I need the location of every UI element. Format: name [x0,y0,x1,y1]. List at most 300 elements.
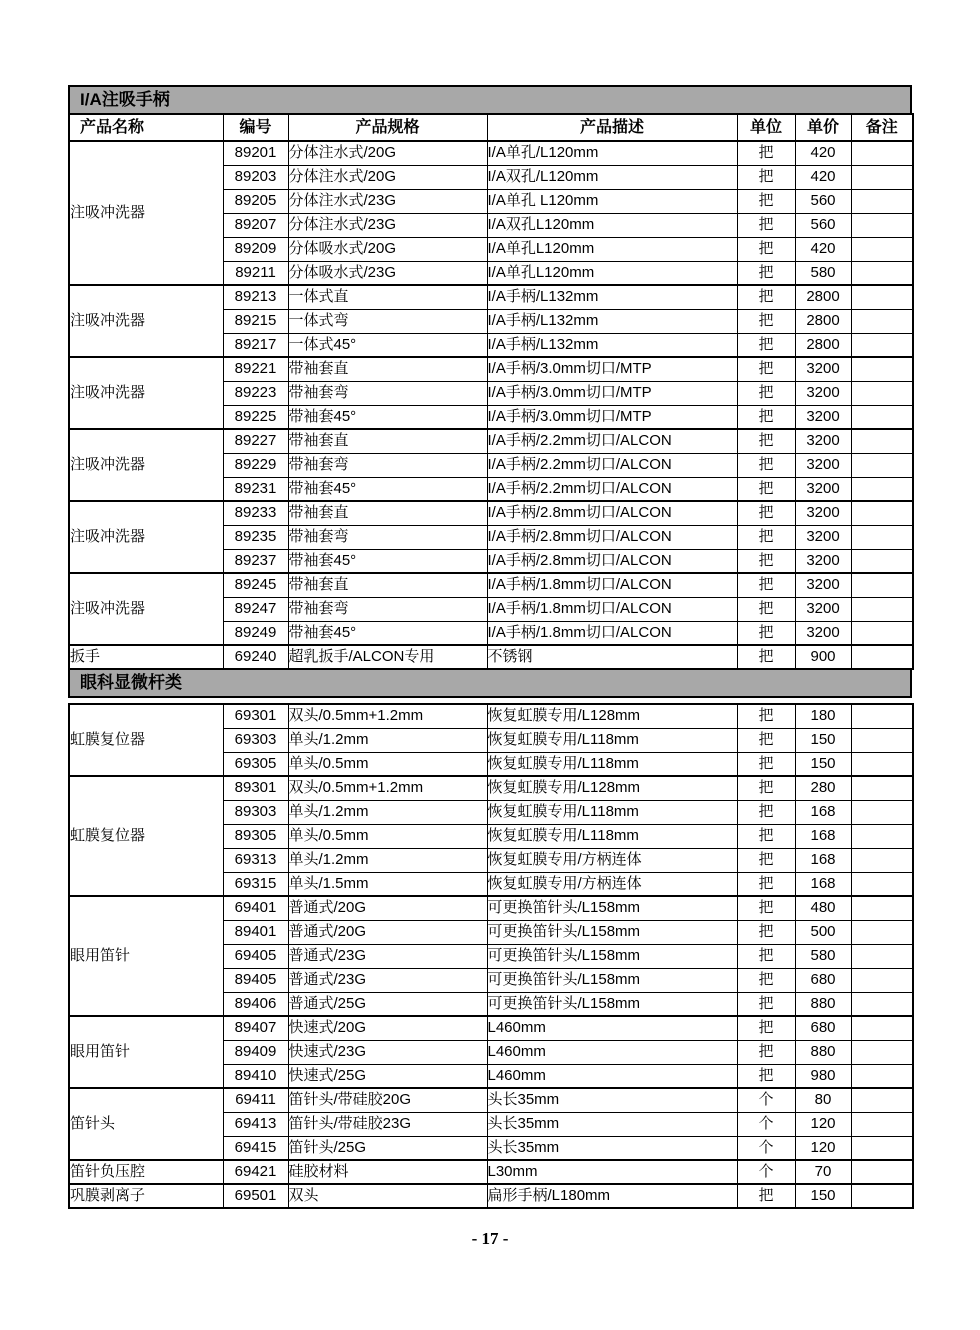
product-desc-cell: I/A单孔L120mm [487,261,737,285]
price-cell: 2800 [795,309,851,333]
table-row [69,285,913,309]
price-cell: 580 [795,944,851,968]
product-spec-cell: 分体注水式/20G [288,141,487,165]
note-cell [851,728,913,752]
product-name-cell: 注吸冲洗器 [69,573,223,645]
unit-cell: 把 [737,1184,795,1208]
product-desc-cell: 恢复虹膜专用/L118mm [487,800,737,824]
product-code-cell: 89209 [223,237,288,261]
product-desc-cell: I/A手柄/3.0mm切口/MTP [487,381,737,405]
table-row [69,896,913,920]
unit-cell: 把 [737,824,795,848]
product-code-cell: 69415 [223,1136,288,1160]
product-code-cell: 89213 [223,285,288,309]
price-cell: 180 [795,704,851,728]
unit-cell: 把 [737,189,795,213]
product-code-cell: 89207 [223,213,288,237]
product-spec-cell: 一体式弯 [288,309,487,333]
note-cell [851,1064,913,1088]
price-cell: 680 [795,1016,851,1040]
product-code-cell: 69240 [223,645,288,669]
table-row [69,1088,913,1112]
price-cell: 680 [795,968,851,992]
product-spec-cell: 一体式45° [288,333,487,357]
product-desc-cell: L460mm [487,1040,737,1064]
table-row [69,1016,913,1040]
table-row [69,1184,913,1208]
product-spec-cell: 快速式/20G [288,1016,487,1040]
product-name-cell: 虹膜复位器 [69,704,223,776]
table-body-section-2 [69,704,913,1208]
note-cell [851,704,913,728]
product-desc-cell: 可更换笛针头/L158mm [487,968,737,992]
unit-cell: 把 [737,920,795,944]
product-code-cell: 89305 [223,824,288,848]
product-desc-cell: I/A手柄/3.0mm切口/MTP [487,357,737,381]
product-desc-cell: 恢复虹膜专用/L118mm [487,752,737,776]
product-desc-cell: 头长35mm [487,1088,737,1112]
unit-cell: 把 [737,645,795,669]
note-cell [851,597,913,621]
product-desc-cell: I/A单孔/L120mm [487,141,737,165]
product-spec-cell: 笛针头/25G [288,1136,487,1160]
unit-cell: 把 [737,968,795,992]
unit-cell: 把 [737,285,795,309]
unit-cell: 把 [737,261,795,285]
product-spec-cell: 双头 [288,1184,487,1208]
product-code-cell: 89237 [223,549,288,573]
unit-cell: 把 [737,453,795,477]
col-header-note: 备注 [851,114,913,141]
product-code-cell: 69305 [223,752,288,776]
note-cell [851,213,913,237]
unit-cell: 把 [737,381,795,405]
product-desc-cell: 可更换笛针头/L158mm [487,920,737,944]
product-desc-cell: I/A双孔L120mm [487,213,737,237]
product-desc-cell: I/A手柄/2.8mm切口/ALCON [487,501,737,525]
price-cell: 3200 [795,501,851,525]
product-desc-cell: I/A单孔L120mm [487,237,737,261]
section-title-bar [68,85,912,115]
unit-cell: 把 [737,237,795,261]
note-cell [851,141,913,165]
unit-cell: 把 [737,573,795,597]
product-name-cell: 扳手 [69,645,223,669]
product-code-cell: 89225 [223,405,288,429]
product-spec-cell: 带袖套弯 [288,525,487,549]
product-desc-cell: I/A手柄/2.2mm切口/ALCON [487,477,737,501]
product-code-cell: 89215 [223,309,288,333]
product-desc-cell: 可更换笛针头/L158mm [487,896,737,920]
product-code-cell: 69413 [223,1112,288,1136]
product-spec-cell: 笛针头/带硅胶20G [288,1088,487,1112]
price-cell: 168 [795,872,851,896]
product-desc-cell: 恢复虹膜专用/L118mm [487,728,737,752]
unit-cell: 把 [737,333,795,357]
note-cell [851,1088,913,1112]
product-spec-cell: 分体注水式/23G [288,189,487,213]
product-desc-cell: L460mm [487,1064,737,1088]
unit-cell: 把 [737,501,795,525]
section-ophthalmic-micro-rods [68,668,912,1209]
unit-cell: 把 [737,309,795,333]
note-cell [851,848,913,872]
product-code-cell: 89229 [223,453,288,477]
product-spec-cell: 带袖套直 [288,501,487,525]
note-cell [851,189,913,213]
note-cell [851,1016,913,1040]
product-name-cell: 笛针负压腔 [69,1160,223,1184]
col-header-desc: 产品描述 [487,114,737,141]
product-code-cell: 89301 [223,776,288,800]
product-code-cell: 89203 [223,165,288,189]
product-desc-cell: 恢复虹膜专用/L118mm [487,824,737,848]
price-cell: 168 [795,848,851,872]
product-code-cell: 69313 [223,848,288,872]
unit-cell: 把 [737,944,795,968]
product-spec-cell: 硅胶材料 [288,1160,487,1184]
note-cell [851,944,913,968]
price-cell: 420 [795,165,851,189]
product-code-cell: 89217 [223,333,288,357]
product-code-cell: 89221 [223,357,288,381]
product-desc-cell: 恢复虹膜专用/L128mm [487,704,737,728]
product-spec-cell: 单头/0.5mm [288,824,487,848]
col-header-product-name: 产品名称 [69,114,223,141]
table-row [69,357,913,381]
unit-cell: 把 [737,141,795,165]
product-desc-cell: 恢复虹膜专用/方柄连体 [487,872,737,896]
note-cell [851,621,913,645]
price-cell: 560 [795,213,851,237]
unit-cell: 把 [737,1040,795,1064]
unit-cell: 把 [737,752,795,776]
product-desc-cell: 可更换笛针头/L158mm [487,944,737,968]
note-cell [851,261,913,285]
product-name-cell: 虹膜复位器 [69,776,223,896]
price-cell: 560 [795,189,851,213]
product-desc-cell: I/A手柄/L132mm [487,285,737,309]
price-cell: 880 [795,992,851,1016]
product-code-cell: 89303 [223,800,288,824]
note-cell [851,920,913,944]
page-number: - 17 - [471,1229,509,1248]
product-desc-cell: 头长35mm [487,1136,737,1160]
section-title: I/A注吸手柄 [80,90,170,109]
unit-cell: 把 [737,776,795,800]
product-spec-cell: 单头/1.2mm [288,800,487,824]
unit-cell: 把 [737,621,795,645]
unit-cell: 把 [737,800,795,824]
product-spec-cell: 快速式/25G [288,1064,487,1088]
price-cell: 150 [795,1184,851,1208]
product-spec-cell: 单头/1.5mm [288,872,487,896]
price-cell: 2800 [795,333,851,357]
note-cell [851,477,913,501]
product-desc-cell: I/A手柄/1.8mm切口/ALCON [487,621,737,645]
product-spec-cell: 普通式/23G [288,944,487,968]
product-code-cell: 89223 [223,381,288,405]
note-cell [851,968,913,992]
product-desc-cell: I/A手柄/L132mm [487,333,737,357]
product-desc-cell: 不锈钢 [487,645,737,669]
product-code-cell: 69401 [223,896,288,920]
product-code-cell: 69303 [223,728,288,752]
product-desc-cell: 扁形手柄/L180mm [487,1184,737,1208]
note-cell [851,309,913,333]
product-spec-cell: 带袖套直 [288,357,487,381]
note-cell [851,824,913,848]
product-name-cell: 注吸冲洗器 [69,285,223,357]
unit-cell: 个 [737,1136,795,1160]
product-spec-cell: 普通式/23G [288,968,487,992]
product-code-cell: 69301 [223,704,288,728]
product-desc-cell: 头长35mm [487,1112,737,1136]
table-row [69,573,913,597]
product-code-cell: 69315 [223,872,288,896]
note-cell [851,237,913,261]
table-row [69,501,913,525]
note-cell [851,405,913,429]
unit-cell: 把 [737,896,795,920]
price-cell: 280 [795,776,851,800]
product-code-cell: 69501 [223,1184,288,1208]
note-cell [851,992,913,1016]
unit-cell: 把 [737,872,795,896]
note-cell [851,165,913,189]
product-desc-cell: I/A手柄/2.2mm切口/ALCON [487,453,737,477]
product-desc-cell: I/A手柄/L132mm [487,309,737,333]
price-cell: 70 [795,1160,851,1184]
product-code-cell: 89405 [223,968,288,992]
price-cell: 80 [795,1088,851,1112]
product-code-cell: 89401 [223,920,288,944]
note-cell [851,525,913,549]
note-cell [851,872,913,896]
price-cell: 480 [795,896,851,920]
note-cell [851,357,913,381]
section-title-bar [68,668,912,698]
price-cell: 3200 [795,477,851,501]
note-cell [851,752,913,776]
col-header-code: 编号 [223,114,288,141]
note-cell [851,1040,913,1064]
product-code-cell: 89233 [223,501,288,525]
price-cell: 120 [795,1112,851,1136]
product-desc-cell: 恢复虹膜专用/L128mm [487,776,737,800]
section-ia-suction-handles [68,85,912,670]
price-table [68,703,914,1209]
product-code-cell: 89227 [223,429,288,453]
product-desc-cell: L460mm [487,1016,737,1040]
product-code-cell: 89245 [223,573,288,597]
note-cell [851,645,913,669]
product-spec-cell: 普通式/25G [288,992,487,1016]
product-code-cell: 89406 [223,992,288,1016]
unit-cell: 把 [737,848,795,872]
table-row [69,429,913,453]
product-spec-cell: 笛针头/带硅胶23G [288,1112,487,1136]
product-spec-cell: 普通式/20G [288,896,487,920]
product-spec-cell: 分体吸水式/20G [288,237,487,261]
product-spec-cell: 带袖套弯 [288,597,487,621]
product-name-cell: 注吸冲洗器 [69,357,223,429]
col-header-unit: 单位 [737,114,795,141]
unit-cell: 把 [737,992,795,1016]
note-cell [851,285,913,309]
product-code-cell: 69421 [223,1160,288,1184]
product-code-cell: 89410 [223,1064,288,1088]
note-cell [851,573,913,597]
product-name-cell: 笛针头 [69,1088,223,1160]
product-name-cell: 眼用笛针 [69,896,223,1016]
product-desc-cell: L30mm [487,1160,737,1184]
price-cell: 150 [795,752,851,776]
price-cell: 3200 [795,453,851,477]
product-desc-cell: 可更换笛针头/L158mm [487,992,737,1016]
product-desc-cell: I/A手柄/1.8mm切口/ALCON [487,597,737,621]
price-cell: 3200 [795,525,851,549]
table-row [69,1160,913,1184]
product-spec-cell: 双头/0.5mm+1.2mm [288,704,487,728]
note-cell [851,800,913,824]
table-row [69,141,913,165]
price-cell: 500 [795,920,851,944]
price-cell: 3200 [795,357,851,381]
product-spec-cell: 超乳扳手/ALCON专用 [288,645,487,669]
product-spec-cell: 带袖套45° [288,621,487,645]
table-header-row [69,114,913,141]
price-cell: 168 [795,800,851,824]
note-cell [851,501,913,525]
product-code-cell: 89407 [223,1016,288,1040]
product-code-cell: 89201 [223,141,288,165]
product-desc-cell: 恢复虹膜专用/方柄连体 [487,848,737,872]
note-cell [851,1112,913,1136]
note-cell [851,776,913,800]
note-cell [851,1160,913,1184]
product-name-cell: 注吸冲洗器 [69,501,223,573]
unit-cell: 把 [737,477,795,501]
price-cell: 580 [795,261,851,285]
product-name-cell: 眼用笛针 [69,1016,223,1088]
product-spec-cell: 一体式直 [288,285,487,309]
unit-cell: 把 [737,525,795,549]
unit-cell: 把 [737,405,795,429]
product-name-cell: 巩膜剥离子 [69,1184,223,1208]
unit-cell: 把 [737,429,795,453]
table-header [69,114,913,141]
col-header-spec: 产品规格 [288,114,487,141]
product-spec-cell: 单头/0.5mm [288,752,487,776]
unit-cell: 把 [737,597,795,621]
unit-cell: 把 [737,704,795,728]
unit-cell: 个 [737,1088,795,1112]
unit-cell: 个 [737,1160,795,1184]
note-cell [851,1136,913,1160]
product-spec-cell: 单头/1.2mm [288,728,487,752]
product-spec-cell: 带袖套45° [288,549,487,573]
unit-cell: 把 [737,549,795,573]
product-code-cell: 89247 [223,597,288,621]
product-desc-cell: I/A单孔 L120mm [487,189,737,213]
unit-cell: 把 [737,1064,795,1088]
unit-cell: 个 [737,1112,795,1136]
product-spec-cell: 带袖套弯 [288,453,487,477]
product-name-cell: 注吸冲洗器 [69,429,223,501]
price-table [68,113,914,670]
product-spec-cell: 带袖套直 [288,429,487,453]
price-cell: 168 [795,824,851,848]
product-spec-cell: 分体吸水式/23G [288,261,487,285]
product-desc-cell: I/A手柄/2.2mm切口/ALCON [487,429,737,453]
product-desc-cell: I/A手柄/2.8mm切口/ALCON [487,525,737,549]
price-cell: 3200 [795,549,851,573]
price-cell: 120 [795,1136,851,1160]
unit-cell: 把 [737,728,795,752]
product-desc-cell: I/A双孔/L120mm [487,165,737,189]
product-desc-cell: I/A手柄/3.0mm切口/MTP [487,405,737,429]
table-row [69,704,913,728]
table-row [69,776,913,800]
price-cell: 900 [795,645,851,669]
price-cell: 420 [795,141,851,165]
product-spec-cell: 带袖套45° [288,477,487,501]
section-title: 眼科显微杆类 [80,673,182,692]
product-code-cell: 89231 [223,477,288,501]
price-cell: 3200 [795,621,851,645]
product-code-cell: 89409 [223,1040,288,1064]
unit-cell: 把 [737,213,795,237]
note-cell [851,1184,913,1208]
price-cell: 420 [795,237,851,261]
product-spec-cell: 分体注水式/23G [288,213,487,237]
product-code-cell: 89205 [223,189,288,213]
product-name-cell: 注吸冲洗器 [69,141,223,285]
note-cell [851,896,913,920]
unit-cell: 把 [737,357,795,381]
product-spec-cell: 普通式/20G [288,920,487,944]
product-spec-cell: 分体注水式/20G [288,165,487,189]
price-cell: 3200 [795,573,851,597]
product-desc-cell: I/A手柄/1.8mm切口/ALCON [487,573,737,597]
note-cell [851,381,913,405]
product-spec-cell: 带袖套直 [288,573,487,597]
unit-cell: 把 [737,1016,795,1040]
note-cell [851,453,913,477]
price-cell: 3200 [795,429,851,453]
price-cell: 3200 [795,405,851,429]
product-code-cell: 69405 [223,944,288,968]
unit-cell: 把 [737,165,795,189]
price-cell: 980 [795,1064,851,1088]
price-cell: 3200 [795,381,851,405]
price-cell: 3200 [795,597,851,621]
note-cell [851,429,913,453]
product-spec-cell: 单头/1.2mm [288,848,487,872]
product-spec-cell: 带袖套45° [288,405,487,429]
catalog-content [68,85,912,1249]
note-cell [851,333,913,357]
note-cell [851,549,913,573]
product-code-cell: 89249 [223,621,288,645]
col-header-price: 单价 [795,114,851,141]
price-cell: 150 [795,728,851,752]
product-code-cell: 89211 [223,261,288,285]
product-spec-cell: 带袖套弯 [288,381,487,405]
product-code-cell: 69411 [223,1088,288,1112]
product-code-cell: 89235 [223,525,288,549]
